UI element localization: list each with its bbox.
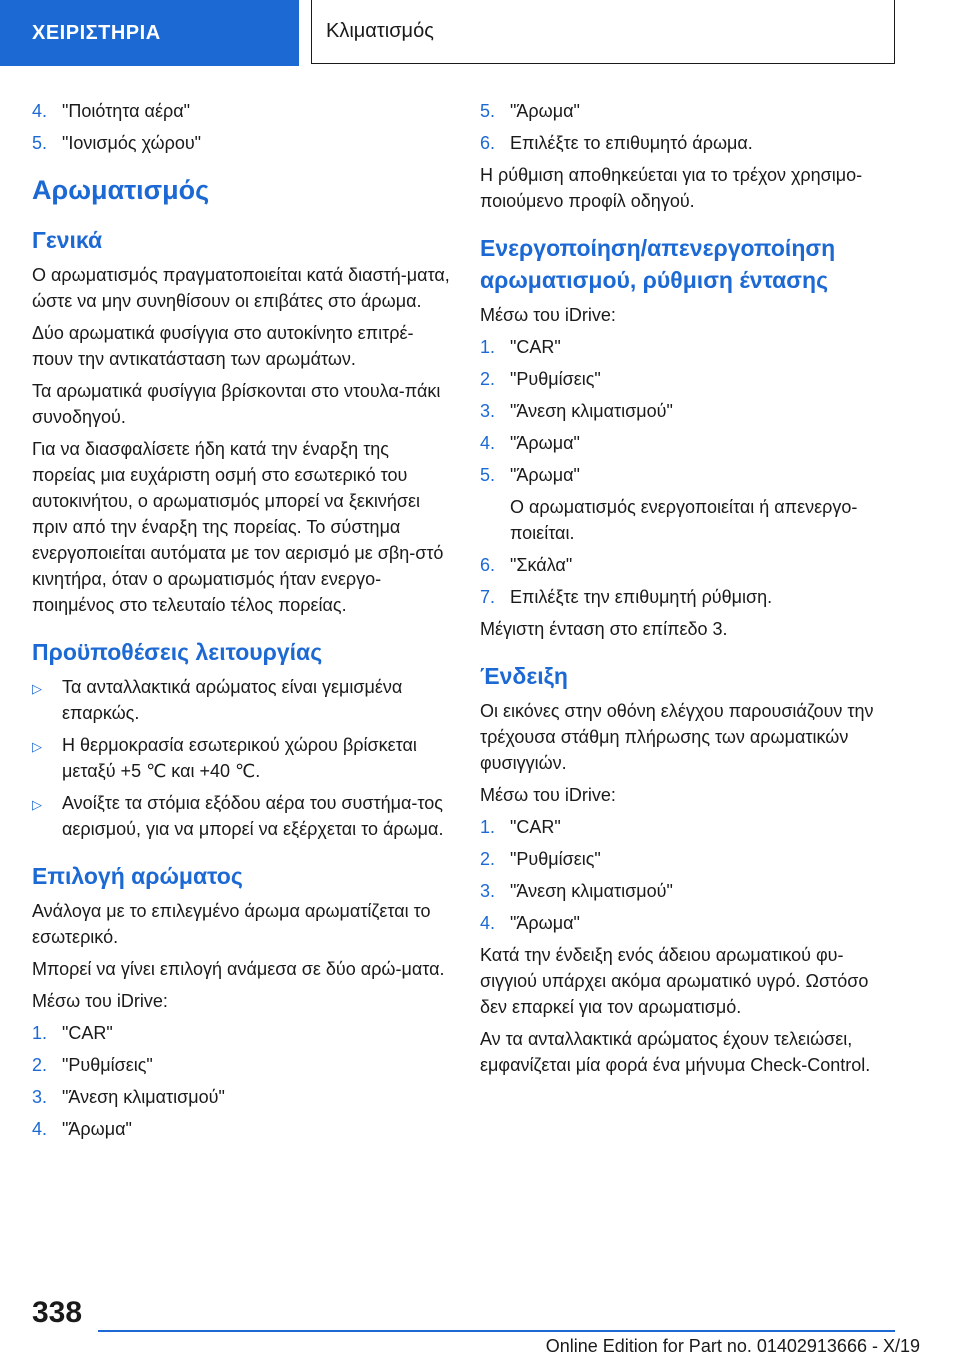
chapter-tab — [311, 0, 895, 64]
indicator-heading: Ένδειξη — [480, 663, 568, 689]
general-heading: Γενικά — [32, 227, 103, 253]
list-item: 7. Επιλέξτε την επιθυμητή ρύθμιση. — [480, 587, 773, 607]
paragraph: Μέσω του iDrive: — [480, 785, 616, 805]
list-item: 4. "Άρωμα" — [480, 433, 580, 453]
paragraph: Μπορεί να γίνει επιλογή ανάμεσα σε δύο αρώ-ματα. — [32, 959, 445, 979]
list-item: 2. "Ρυθμίσεις" — [480, 369, 601, 389]
paragraph: Μέσω του iDrive: — [480, 305, 616, 325]
triangle-right-icon: ▷ — [32, 797, 42, 812]
list-item: 4. "Άρωμα" — [480, 913, 580, 933]
paragraph: Ο αρωματισμός πραγματοποιείται κατά διαστή-ματα, ώστε να μην συνηθίσουν οι επιβάτες στο άρωμα. — [32, 265, 450, 311]
paragraph: Μέγιστη ένταση στο επίπεδο 3. — [480, 619, 728, 639]
paragraph: Οι εικόνες στην οθόνη ελέγχου παρουσιάζουν την τρέχουσα στάθμη πλήρωσης των αρωματικών φυσιγγιών. — [480, 701, 874, 773]
paragraph: Για να διασφαλίσετε ήδη κατά την έναρξη της πορείας μια ευχάριστη οσμή στο εσωτερικό του αυτοκινήτου, ο αρωματισμός μπορεί να ξεκινήσει πριν από την έναρξη της πορείας. Το σύστημα ενεργοποιείται αυτόματα με τον αερισμό με σβη-στό κινητήρα, όταν ο αρωματισμός ήταν ενεργο-ποιημένος στο τελευταίο τέλος πορείας. — [32, 439, 444, 615]
page-title: Αρωματισμός — [32, 175, 210, 205]
list-item: 2. "Ρυθμίσεις" — [32, 1055, 153, 1075]
right-column — [480, 98, 900, 1084]
list-item: 1. "CAR" — [480, 817, 561, 837]
list-item: 5. "Άρωμα" — [480, 465, 580, 485]
activation-steps — [480, 334, 900, 488]
list-item: 4. "Άρωμα" — [32, 1119, 132, 1139]
triangle-right-icon: ▷ — [32, 739, 42, 754]
paragraph: Μέσω του iDrive: — [32, 991, 168, 1011]
chapter-title: Κλιματισμός — [326, 20, 434, 42]
paragraph: Δύο αρωματικά φυσίγγια στο αυτοκίνητο επιτρέ-πουν την αντικατάσταση των αρωμάτων. — [32, 323, 414, 369]
footer-edition: Online Edition for Part no. 01402913666 - X/19 — [545, 1336, 920, 1356]
paragraph: Τα αρωματικά φυσίγγια βρίσκονται στο ντουλα-πάκι συνοδηγού. — [32, 381, 441, 427]
activation-heading: Ενεργοποίηση/απενεργοποίηση αρωματισμού, ρύθμιση έντασης — [480, 235, 836, 293]
list-item: ▷ Η θερμοκρασία εσωτερικού χώρου βρίσκεται μεταξύ +5 ℃ και +40 ℃. — [32, 732, 450, 784]
paragraph: Αν τα ανταλλακτικά αρώματος έχουν τελειώσει, εμφανίζεται μία φορά ένα μήνυμα Check-Control. — [480, 1029, 871, 1075]
indicator-steps — [480, 814, 900, 936]
list-item: 5. "Άρωμα" — [480, 101, 580, 121]
list-item: 3. "Άνεση κλιματισμού" — [480, 401, 673, 421]
selection-steps — [32, 1020, 450, 1142]
paragraph: Ανάλογα με το επιλεγμένο άρωμα αρωματίζεται το εσωτερικό. — [32, 901, 431, 947]
section-title: ΧΕΙΡΙΣΤΗΡΙΑ — [32, 21, 161, 44]
triangle-right-icon: ▷ — [32, 681, 42, 696]
left-column — [32, 98, 450, 1148]
list-item: 3. "Άνεση κλιματισμού" — [480, 881, 673, 901]
list-item: 4. "Ποιότητα αέρα" — [32, 101, 191, 121]
top-list-right — [480, 98, 900, 156]
list-item: 1. "CAR" — [480, 337, 561, 357]
selection-heading: Επιλογή αρώματος — [32, 863, 243, 889]
requirements-list — [32, 674, 450, 842]
page-number: 338 — [32, 1296, 83, 1329]
footer-divider — [98, 1330, 895, 1332]
activation-steps-cont — [480, 552, 900, 610]
paragraph: Κατά την ένδειξη ενός άδειου αρωματικού φυ-σιγγιού υπάρχει ακόμα αρωματικό υγρό. Ωστόσο δεν επαρκεί για τον αρωματισμό. — [480, 945, 869, 1017]
list-item: ▷ Τα ανταλλακτικά αρώματος είναι γεμισμένα επαρκώς. — [32, 674, 450, 726]
top-list-left — [32, 98, 450, 156]
section-tab — [0, 0, 299, 66]
list-item: ▷ Ανοίξτε τα στόμια εξόδου αέρα του συστήμα-τος αερισμού, για να μπορεί να εξέρχεται το άρωμα. — [32, 790, 450, 842]
step-note: Ο αρωματισμός ενεργοποιείται ή απενεργο-ποιείται. — [510, 497, 858, 543]
requirements-heading: Προϋποθέσεις λειτουργίας — [32, 639, 323, 665]
list-item: 6. Επιλέξτε το επιθυμητό άρωμα. — [480, 133, 753, 153]
list-item: 1. "CAR" — [32, 1023, 113, 1043]
list-item: 5. "Ιονισμός χώρου" — [32, 133, 202, 153]
list-item: 6. "Σκάλα" — [480, 555, 573, 575]
paragraph: Η ρύθμιση αποθηκεύεται για το τρέχον χρησιμο-ποιούμενο προφίλ οδηγού. — [480, 165, 863, 211]
list-item: 3. "Άνεση κλιματισμού" — [32, 1087, 225, 1107]
list-item: 2. "Ρυθμίσεις" — [480, 849, 601, 869]
